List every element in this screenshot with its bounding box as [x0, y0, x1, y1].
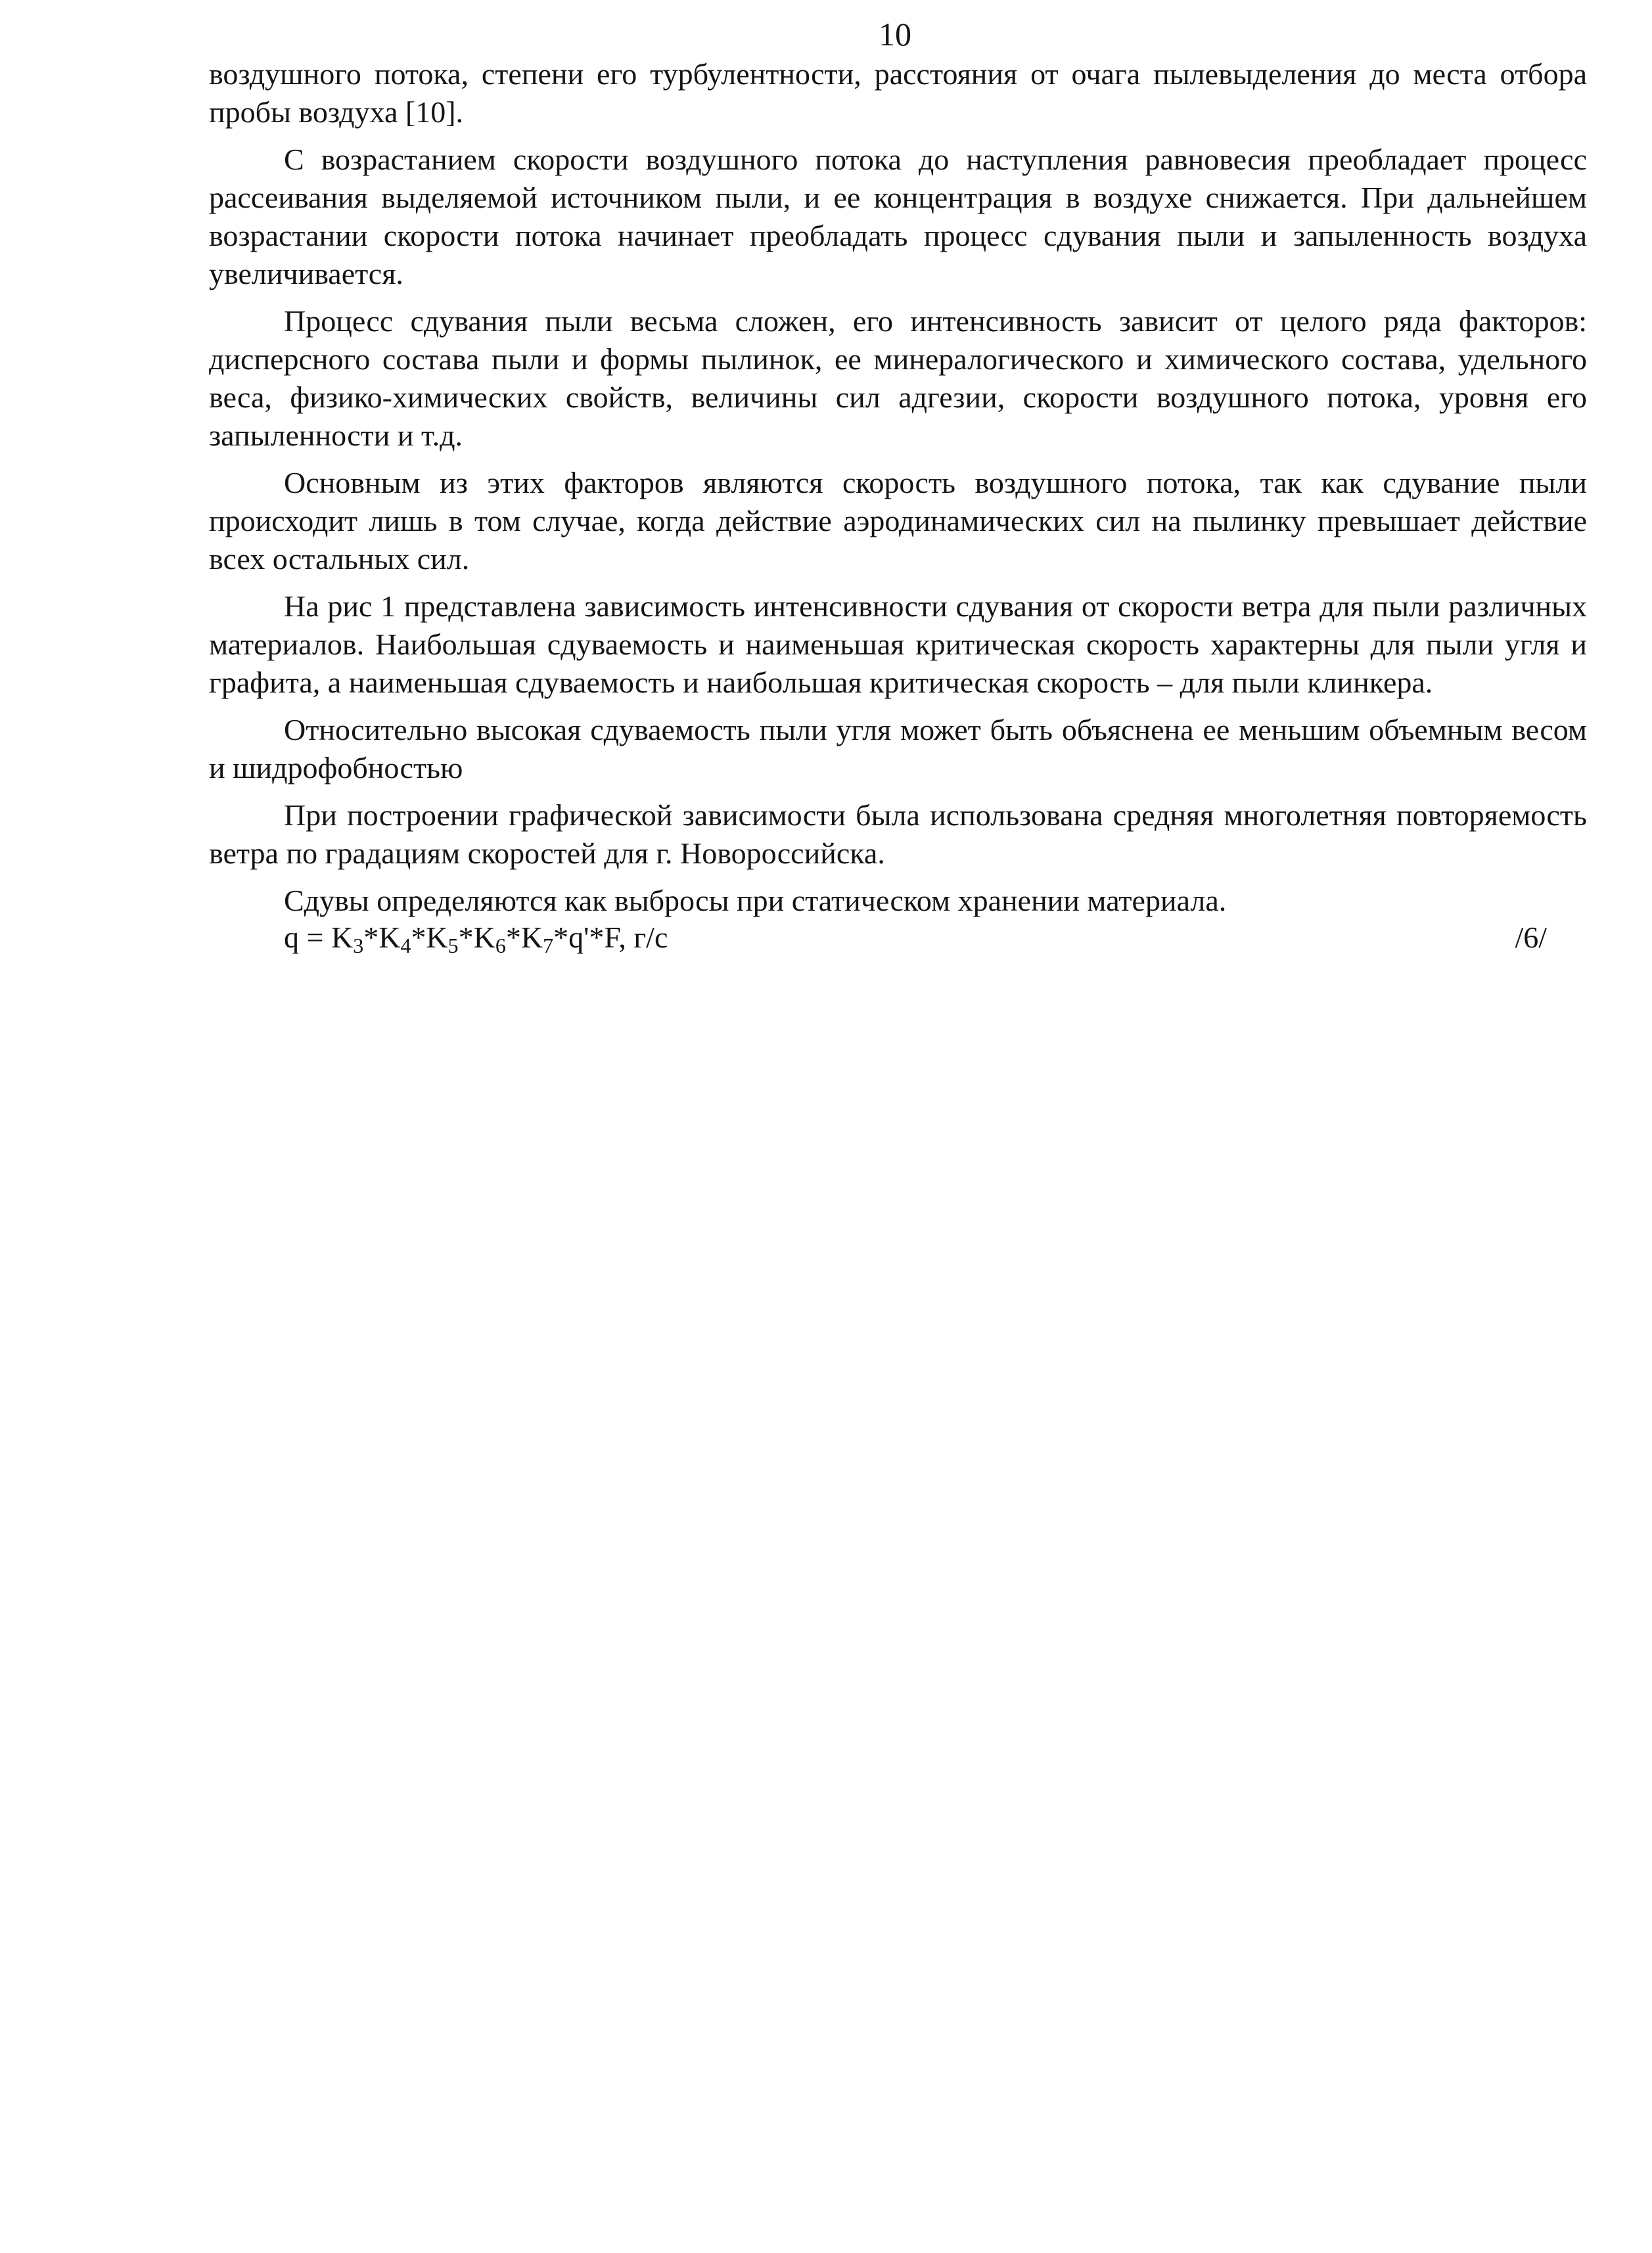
- formula-k5-sub: 5: [447, 934, 459, 957]
- formula-number: /6/: [1515, 921, 1547, 954]
- paragraph-6: Относительно высокая сдуваемость пыли угля может быть объяснена ее меньшим объемным весом и шидрофобностью: [209, 713, 1587, 785]
- formula: [284, 919, 668, 957]
- paragraph-3: Процесс сдувания пыли весьма сложен, его интенсивность зависит от целого ряда факторов: дисперсного состава пыли и формы пылинок, ее минералогического и химического состава, удельного веса, физико-химических свойств, величины сил адгезии, скорости воздушного потока, уровня его запыленности и т.д.: [209, 304, 1587, 452]
- formula-k3-sub: 3: [353, 934, 364, 957]
- paragraph-7: При построении графической зависимости была использована средняя многолетняя повторяемость ветра по градациям скоростей для г. Новороссийска.: [209, 798, 1587, 870]
- paragraph-8: Сдувы определяются как выбросы при статическом хранении материала.: [284, 884, 1227, 917]
- page-number: 10: [879, 16, 911, 53]
- formula-k5: *K: [411, 921, 448, 954]
- paragraph-1: воздушного потока, степени его турбулентности, расстояния от очага пылевыделения до места отбора пробы воздуха [10].: [209, 57, 1587, 129]
- paragraph-5: На рис 1 представлена зависимость интенсивности сдувания от скорости ветра для пыли различных материалов. Наибольшая сдуваемость и наименьшая критическая скорость характерны для пыли угля и графита, а наименьшая сдуваемость и наибольшая критическая скорость – для пыли клинкера.: [209, 589, 1587, 699]
- formula-k3: K: [331, 921, 354, 954]
- formula-lhs: q =: [284, 921, 331, 954]
- formula-k6-sub: 6: [495, 934, 506, 957]
- formula-k7-sub: 7: [543, 934, 554, 957]
- formula-k4: *K: [363, 921, 401, 954]
- formula-k4-sub: 4: [400, 934, 411, 957]
- formula-k7: *K: [505, 921, 543, 954]
- paragraph-2: С возрастанием скорости воздушного потока до наступления равновесия преобладает процесс рассеивания выделяемой источником пыли, и ее концентрация в воздухе снижается. При дальнейшем возрастании скорости потока начинает преобладать процесс сдувания пыли и запыленность воздуха увеличивается.: [209, 143, 1587, 290]
- formula-k6: *K: [458, 921, 495, 954]
- formula-tail: *q'*F, г/с: [553, 921, 668, 954]
- paragraph-4: Основным из этих факторов являются скорость воздушного потока, так как сдувание пыли происходит лишь в том случае, когда действие аэродинамических сил на пылинку превышает действие всех остальных сил.: [209, 466, 1587, 576]
- document-body: [209, 55, 1587, 929]
